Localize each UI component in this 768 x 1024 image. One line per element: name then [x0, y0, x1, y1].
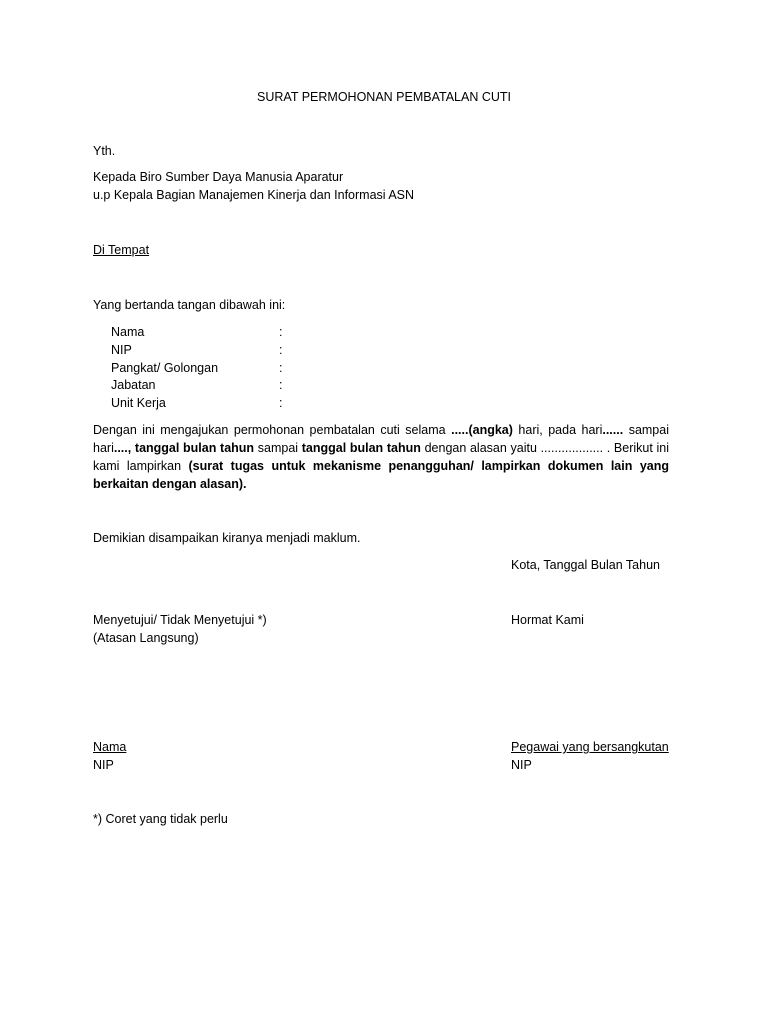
footnote: *) Coret yang tidak perlu — [93, 812, 228, 826]
body-bold: (surat tugas untuk mekanisme penangguhan/ lampirkan dokumen lain yang berkaitan dengan alasan). — [93, 459, 669, 491]
approval-text: Menyetujui/ Tidak Menyetujui *) — [93, 613, 267, 627]
field-row-jabatan — [111, 376, 311, 394]
field-row-unit-kerja — [111, 394, 311, 412]
field-row-nip — [111, 341, 311, 359]
field-colon: : — [279, 378, 283, 392]
document-title: SURAT PERMOHONAN PEMBATALAN CUTI — [257, 90, 511, 104]
body-text: Dengan ini mengajukan permohonan pembatalan cuti selama — [93, 423, 452, 437]
field-row-nama — [111, 323, 311, 341]
recipient-line-1: Kepada Biro Sumber Daya Manusia Aparatur — [93, 170, 344, 184]
employee-name: Pegawai yang bersangkutan — [511, 740, 669, 754]
field-colon: : — [279, 325, 283, 339]
greeting-text: Hormat Kami — [511, 613, 584, 627]
field-label: Nama — [111, 325, 145, 339]
body-paragraph — [93, 421, 669, 493]
approver-name: Nama — [93, 740, 127, 754]
body-text: sampai — [254, 441, 302, 455]
body-bold: .....(angka) — [451, 423, 513, 437]
field-colon: : — [279, 361, 283, 375]
intro-text: Yang bertanda tangan dibawah ini: — [93, 298, 286, 312]
field-label: NIP — [111, 343, 132, 357]
date-place: Kota, Tanggal Bulan Tahun — [511, 558, 660, 572]
body-bold: tanggal bulan tahun — [134, 441, 255, 455]
recipient-line-2: u.p Kepala Bagian Manajemen Kinerja dan Informasi ASN — [93, 188, 415, 202]
field-colon: : — [279, 396, 283, 410]
salutation: Yth. — [93, 144, 116, 158]
field-colon: : — [279, 343, 283, 357]
field-row-pangkat — [111, 359, 311, 377]
field-label: Jabatan — [111, 378, 156, 392]
body-text: dengan alasan yaitu .................. . Berikut ini kami lampirkan — [93, 441, 670, 473]
field-label: Pangkat/ Golongan — [111, 361, 219, 375]
employee-nip: NIP — [511, 758, 532, 772]
approver-nip: NIP — [93, 758, 114, 772]
body-bold: ...., — [113, 441, 132, 455]
body-text: sampai hari — [93, 423, 669, 455]
approver-role: (Atasan Langsung) — [93, 631, 199, 645]
body-bold: ...... — [602, 423, 624, 437]
body-bold: tanggal bulan tahun — [301, 441, 421, 455]
field-label: Unit Kerja — [111, 396, 166, 410]
closing-text: Demikian disampaikan kiranya menjadi maklum. — [93, 531, 361, 545]
place-text: Di Tempat — [93, 243, 150, 257]
body-text: hari, pada hari — [512, 423, 603, 437]
